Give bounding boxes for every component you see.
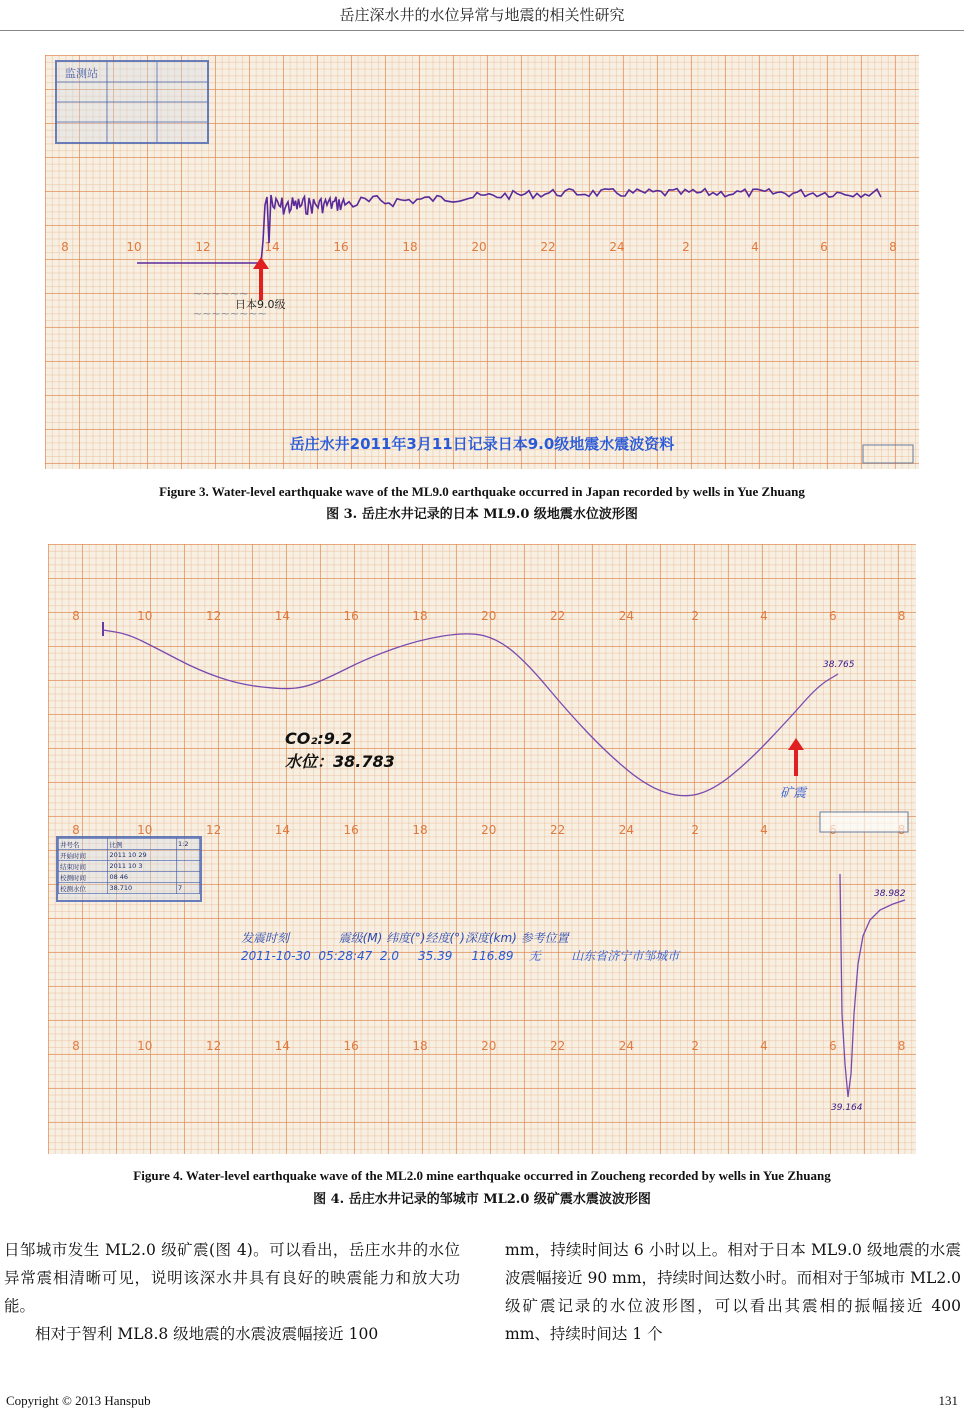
hour-tick-label: 14 — [264, 240, 280, 254]
figure-3-handwriting-2: ~~~~~~~~ — [193, 307, 267, 320]
figure-4-record-table — [56, 836, 202, 902]
figure-3-corner-stamp — [863, 445, 913, 463]
figure-4-upper-end-value: 38.765 — [823, 660, 855, 670]
hour-tick-label: 8 — [897, 609, 906, 623]
figure-3-water-level-trace — [137, 189, 881, 263]
body-right-column — [505, 1236, 961, 1348]
hour-tick-label: 8 — [72, 609, 80, 623]
hour-tick-label: 12 — [205, 1039, 222, 1053]
hour-tick-label: 6 — [820, 240, 828, 254]
footer-page-number: 131 — [938, 1393, 958, 1408]
record-table-row — [59, 861, 200, 872]
record-table-cell: 08 46 — [108, 872, 177, 883]
figure-3-photo — [45, 55, 919, 469]
hour-tick-label: 8 — [72, 823, 80, 837]
figure-3-event-label: 日本9.0级 — [235, 298, 286, 311]
figure-4-event-header: 发震时刻 震级(M) 纬度(°)经度(°)深度(km) 参考位置 — [241, 931, 569, 945]
hour-tick-label: 24 — [609, 240, 625, 254]
hour-tick-label: 24 — [618, 1039, 635, 1053]
figure-3-caption-en: Figure 3. Water-level earthquake wave of the ML9.0 earthquake occurred in Japan recorded by wells in Yue Zhuang — [159, 484, 805, 499]
running-header: 岳庄深水井的水位异常与地震的相关性研究 — [339, 6, 625, 24]
record-table-cell: 校测时间 — [59, 872, 108, 883]
hour-tick-label: 4 — [760, 609, 768, 623]
body-left-paragraph-2: 相对于智利 ML8.8 级地震的水震波震幅接近 100 — [35, 1325, 379, 1343]
hour-tick-label: 20 — [481, 823, 497, 837]
hour-tick-label: 2 — [691, 823, 700, 837]
hour-tick-label: 24 — [618, 609, 635, 623]
hour-tick-label: 20 — [481, 609, 497, 623]
hour-tick-label: 18 — [402, 240, 418, 254]
figure-3-stamp-text: 监测站 — [65, 67, 98, 80]
hour-tick-label: 4 — [760, 823, 768, 837]
hour-tick-label: 18 — [412, 609, 428, 623]
record-table-row — [59, 883, 200, 894]
figure-4-arrow — [788, 738, 804, 776]
hour-tick-label: 6 — [828, 609, 837, 623]
hour-tick-label: 22 — [540, 240, 556, 254]
record-table-cell: 1:2 — [177, 839, 200, 850]
figure-3-hour-ticks — [61, 240, 897, 254]
record-table-cell: 结束时间 — [59, 861, 108, 872]
hour-tick-label: 4 — [751, 240, 759, 254]
record-table-cell: 2011 10 29 — [108, 850, 177, 861]
body-left-paragraph-1: 日邹城市发生 ML2.0 级矿震(图 4)。可以看出，岳庄水井的水位异常震相清晰可见，说明该深水井具有良好的映震能力和放大功能。 — [4, 1241, 460, 1315]
hour-tick-label: 2 — [691, 1039, 700, 1053]
hour-tick-label: 20 — [481, 1039, 497, 1053]
hour-tick-label: 4 — [760, 1039, 768, 1053]
hour-tick-label: 16 — [343, 1039, 359, 1053]
figure-4-corner-stamp — [820, 812, 908, 832]
record-table-row — [59, 850, 200, 861]
record-table-cell — [177, 850, 200, 861]
figure-3-caption-zh: 图 3. 岳庄水井记录的日本 ML9.0 级地震水位波形图 — [326, 507, 638, 522]
record-table-cell — [177, 861, 200, 872]
figure-4-water-level-trace — [103, 630, 838, 796]
record-table-cell: 7 — [177, 883, 200, 894]
hour-tick-label: 18 — [412, 823, 428, 837]
hour-tick-label: 24 — [618, 823, 635, 837]
figure-4-event-label: 矿震 — [780, 786, 807, 801]
hour-tick-label: 10 — [137, 1039, 153, 1053]
figure-4-mine-quake-trace — [840, 874, 905, 1097]
figure-4-right-reading-top: 38.982 — [874, 889, 906, 899]
figure-4-right-reading-bottom: 39.164 — [831, 1103, 863, 1113]
figure-4-caption-zh: 图 4. 岳庄水井记录的邹城市 ML2.0 级矿震水震波波形图 — [313, 1192, 651, 1207]
header-rule — [0, 30, 964, 31]
hour-tick-label: 14 — [274, 1039, 291, 1053]
figure-4-hour-ticks-middle — [72, 823, 905, 837]
hour-tick-label: 22 — [549, 609, 566, 623]
hour-tick-label: 2 — [691, 609, 700, 623]
figure-3-handwriting-1: ~~~~~~ — [193, 287, 249, 300]
hour-tick-label: 16 — [343, 609, 359, 623]
record-table-cell: 2011 10 3 — [108, 861, 177, 872]
figure-4-event-row: 2011-10-30 05:28:47 2.0 35.39 116.89 无 山东省济宁市邹城市 — [241, 949, 680, 963]
hour-tick-label: 22 — [549, 1039, 566, 1053]
figure-4-hour-ticks-top — [72, 609, 905, 623]
record-table-row — [59, 872, 200, 883]
figure-4-photo — [48, 544, 916, 1154]
record-table-row — [59, 839, 200, 850]
hour-tick-label: 8 — [61, 240, 69, 254]
hour-tick-label: 10 — [137, 609, 153, 623]
figure-4-co2-label: CO₂:9.2 — [285, 729, 353, 748]
hour-tick-label: 12 — [205, 609, 222, 623]
hour-tick-label: 14 — [274, 609, 291, 623]
hour-tick-label: 12 — [195, 240, 211, 254]
hour-tick-label: 10 — [137, 823, 153, 837]
hour-tick-label: 8 — [897, 1039, 906, 1053]
hour-tick-label: 16 — [333, 240, 349, 254]
hour-tick-label: 12 — [205, 823, 222, 837]
hour-tick-label: 16 — [343, 823, 359, 837]
record-table-cell: 比例 — [108, 839, 177, 850]
hour-tick-label: 22 — [549, 823, 566, 837]
hour-tick-label: 14 — [274, 823, 291, 837]
footer-copyright: Copyright © 2013 Hanspub — [6, 1393, 151, 1408]
figure-4-hour-ticks-bottom — [72, 1039, 905, 1053]
record-table-cell: 开始时间 — [59, 850, 108, 861]
hour-tick-label: 8 — [72, 1039, 80, 1053]
figure-4-water-label: 水位：38.783 — [285, 752, 395, 771]
body-left-column — [4, 1236, 460, 1348]
record-table-cell: 38.710 — [108, 883, 177, 894]
hour-tick-label: 2 — [682, 240, 690, 254]
hour-tick-label: 18 — [412, 1039, 428, 1053]
record-table-cell — [177, 872, 200, 883]
record-table-cell: 校测水位 — [59, 883, 108, 894]
hour-tick-label: 10 — [126, 240, 142, 254]
hour-tick-label: 20 — [471, 240, 487, 254]
hour-tick-label: 6 — [828, 1039, 837, 1053]
figure-3-banner: 岳庄水井2011年3月11日记录日本9.0级地震水震波资料 — [289, 435, 675, 453]
figure-4-caption-en: Figure 4. Water-level earthquake wave of the ML2.0 mine earthquake occurred in Zoucheng recorded by wells in Yue Zhuang — [133, 1168, 831, 1183]
record-table-cell: 井号名 — [59, 839, 108, 850]
body-right-paragraph-1: mm，持续时间达 6 小时以上。相对于日本 ML9.0 级地震的水震波震幅接近 90 mm，持续时间达数小时。而相对于邹城市 ML2.0 级矿震记录的水位波形图，可以看出其震相的振幅接近 400 mm、持续时间达 1 个 — [505, 1241, 961, 1343]
hour-tick-label: 8 — [889, 240, 897, 254]
